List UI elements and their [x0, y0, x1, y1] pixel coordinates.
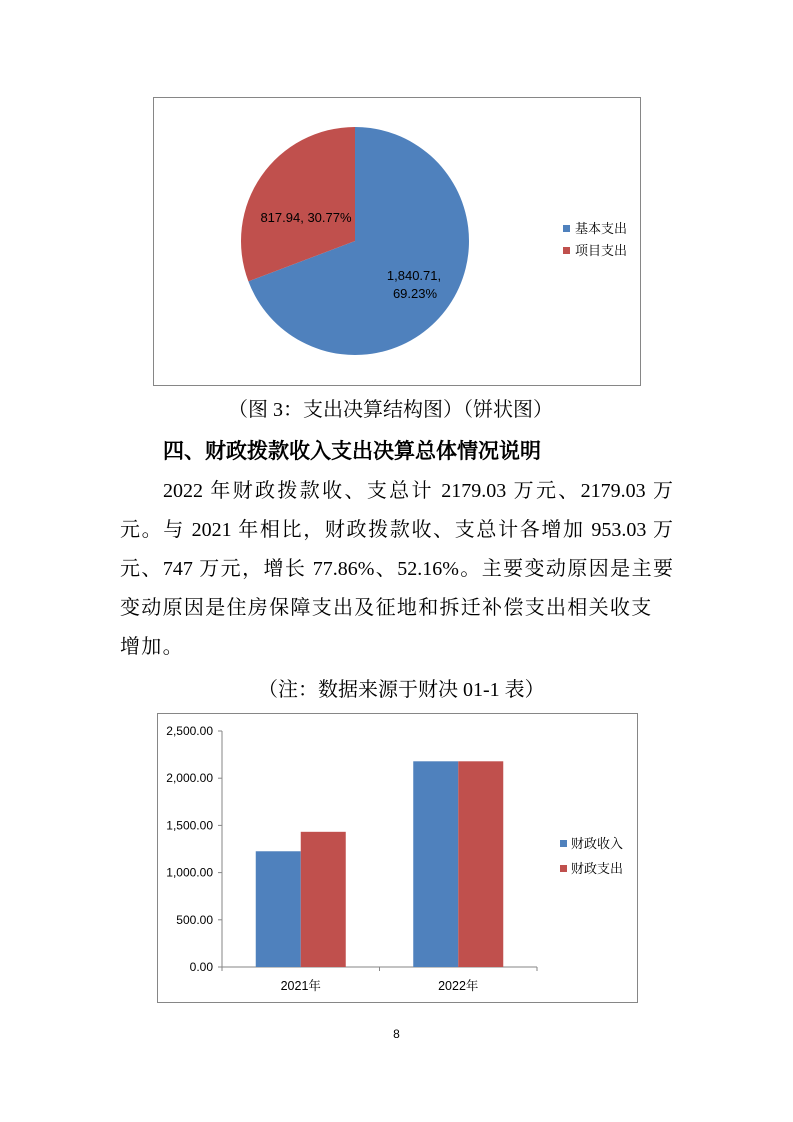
y-tick-label: 2,000.00	[166, 771, 213, 786]
paragraph-line: 元、747 万元，增长 77.86%、52.16%。主要变动原因是主要	[120, 558, 673, 580]
pie-data-label-1: 69.23%	[392, 286, 438, 301]
pie-chart-frame	[153, 97, 641, 386]
bar-legend-label-1: 财政收入	[571, 836, 624, 851]
pie-chart-caption: （图 3：支出决算结构图）（饼状图）	[228, 399, 553, 421]
pie-legend-swatch-1	[563, 225, 570, 232]
bar-legend-label-2: 财政支出	[571, 861, 624, 876]
pie-chart	[154, 98, 640, 385]
y-tick-label: 1,000.00	[166, 865, 213, 880]
y-tick-label: 500.00	[176, 912, 213, 927]
page-number: 8	[393, 1027, 400, 1041]
bar-legend-swatch-2	[560, 865, 567, 872]
x-category-label: 2022年	[438, 979, 479, 993]
paragraph-line: 变动原因是住房保障支出及征地和拆迁补偿支出相关收支	[120, 597, 653, 619]
data-source-note: （注：数据来源于财决 01-1 表）	[258, 679, 545, 701]
pie-legend-swatch-2	[563, 247, 570, 254]
pie-legend-label-1: 基本支出	[575, 221, 628, 236]
bar-legend-swatch-1	[560, 840, 567, 847]
bar-series2-category2	[458, 761, 503, 967]
x-category-label: 2021年	[280, 979, 321, 993]
bar-series1-category2	[413, 761, 458, 967]
y-tick-label: 2,500.00	[166, 724, 213, 738]
section-heading: 四、财政拨款收入支出决算总体情况说明	[163, 440, 541, 463]
pie-data-label-1: 1,840.71,	[386, 268, 442, 283]
paragraph-line: 元。与 2021 年相比，财政拨款收、支总计各增加 953.03 万	[120, 519, 673, 541]
paragraph-line: 2022 年财政拨款收、支总计 2179.03 万元、2179.03 万	[163, 480, 673, 502]
paragraph-line: 增加。	[120, 636, 184, 658]
bar-chart-frame	[157, 713, 638, 1003]
bar-chart	[158, 714, 637, 1002]
pie-legend-label-2: 项目支出	[575, 243, 628, 258]
bar-series2-category1	[301, 832, 346, 967]
bar-series1-category1	[256, 851, 301, 967]
y-tick-label: 0.00	[189, 960, 213, 974]
body-paragraph	[120, 472, 673, 667]
y-tick-label: 1,500.00	[166, 818, 213, 833]
pie-data-label-2: 817.94, 30.77%	[260, 210, 352, 225]
